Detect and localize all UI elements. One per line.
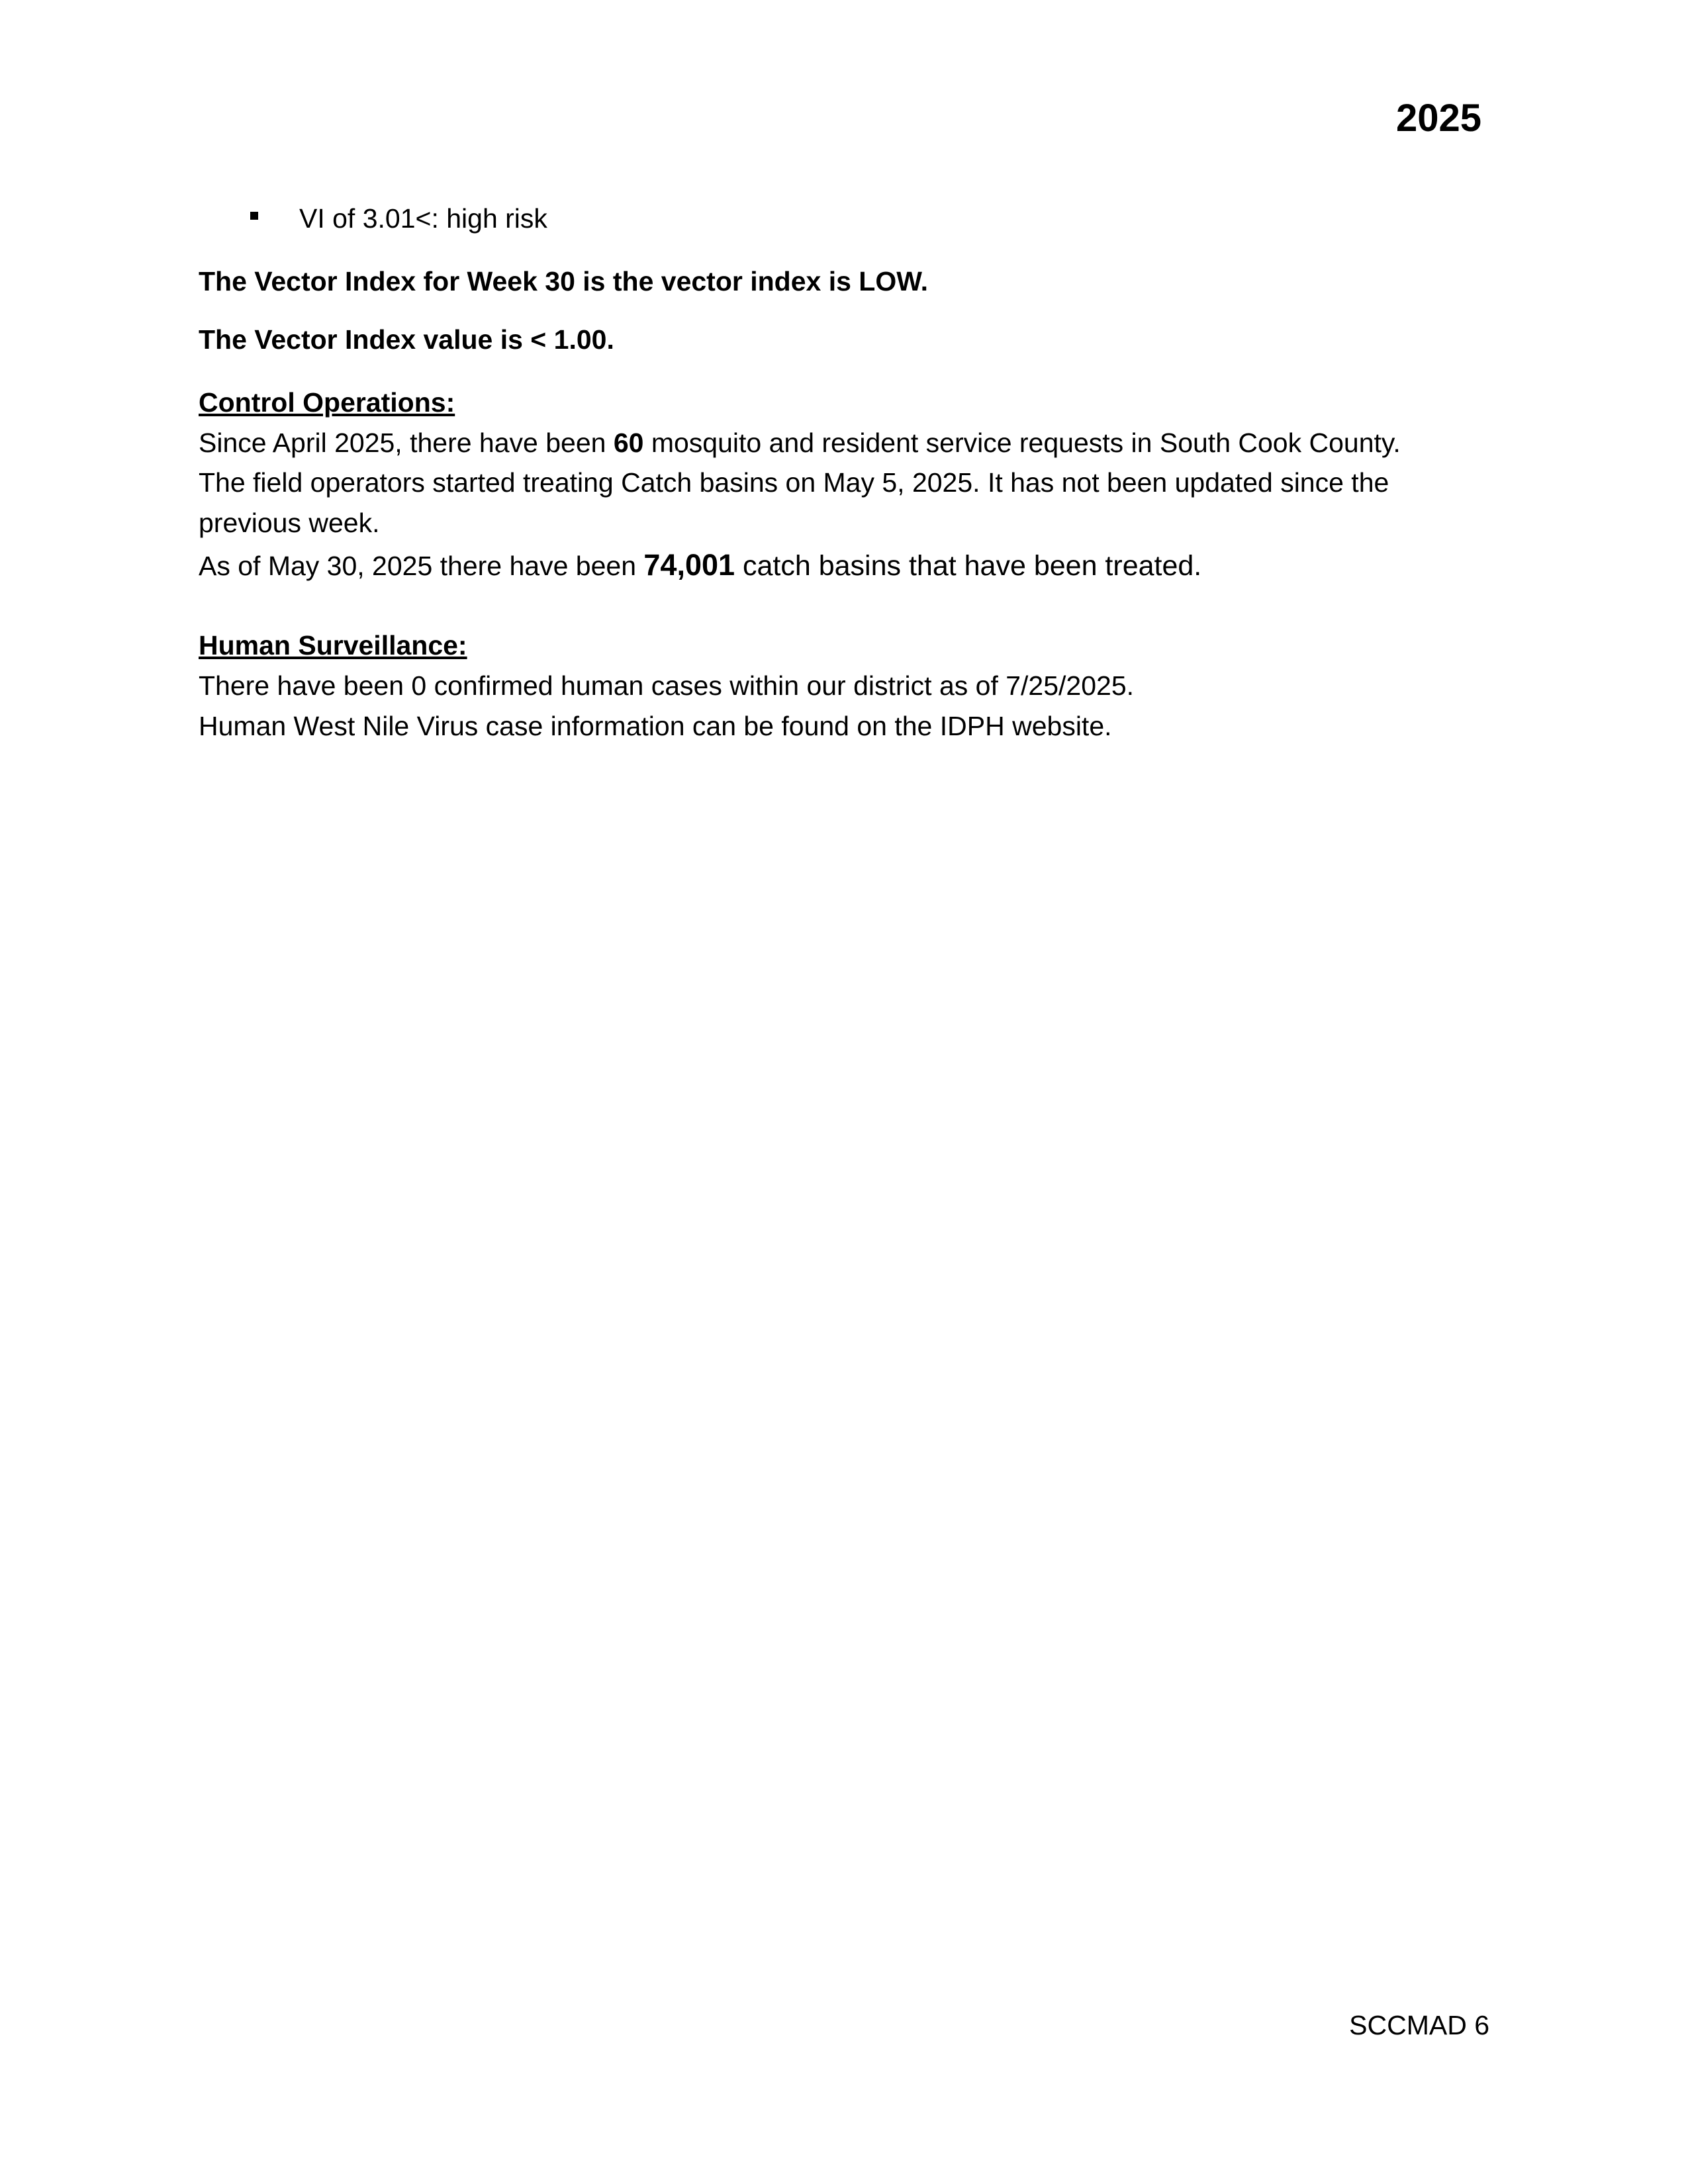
service-requests-count: 60 (613, 427, 644, 458)
catch-basins-treated-line (199, 543, 1489, 588)
footer-page-label: SCCMAD 6 (1349, 2010, 1489, 2040)
page-content (199, 199, 1489, 746)
risk-bullet-item (250, 199, 1489, 239)
section-spacer (199, 587, 1489, 625)
control-operations-heading: Control Operations: (199, 387, 455, 418)
catch-basins-prefix: As of May 30, 2025 there have been (199, 550, 644, 581)
risk-bullet-text: VI of 3.01<: high risk (299, 203, 547, 234)
catch-basins-count: 74,001 (643, 547, 735, 582)
vector-index-week-statement: The Vector Index for Week 30 is the vector index is LOW. (199, 265, 929, 296)
human-cases-line: There have been 0 confirmed human cases within our district as of 7/25/2025. (199, 670, 1135, 701)
human-surveillance-heading: Human Surveillance: (199, 630, 467, 661)
service-requests-suffix: mosquito and resident service requests in South Cook County. (643, 427, 1401, 458)
service-requests-prefix: Since April 2025, there have been (199, 427, 614, 458)
catch-basins-suffix: catch basins that have been treated. (735, 549, 1202, 582)
header-year: 2025 (1395, 97, 1481, 140)
vector-index-value-statement: The Vector Index value is < 1.00. (199, 324, 614, 355)
square-bullet-icon (250, 212, 258, 220)
idph-info-line: Human West Nile Virus case information can be found on the IDPH website. (199, 710, 1112, 741)
service-requests-line (199, 423, 1489, 463)
catch-basin-treatment-line: The field operators started treating Catch basins on May 5, 2025. It has not been updated since the previous week. (199, 467, 1389, 539)
